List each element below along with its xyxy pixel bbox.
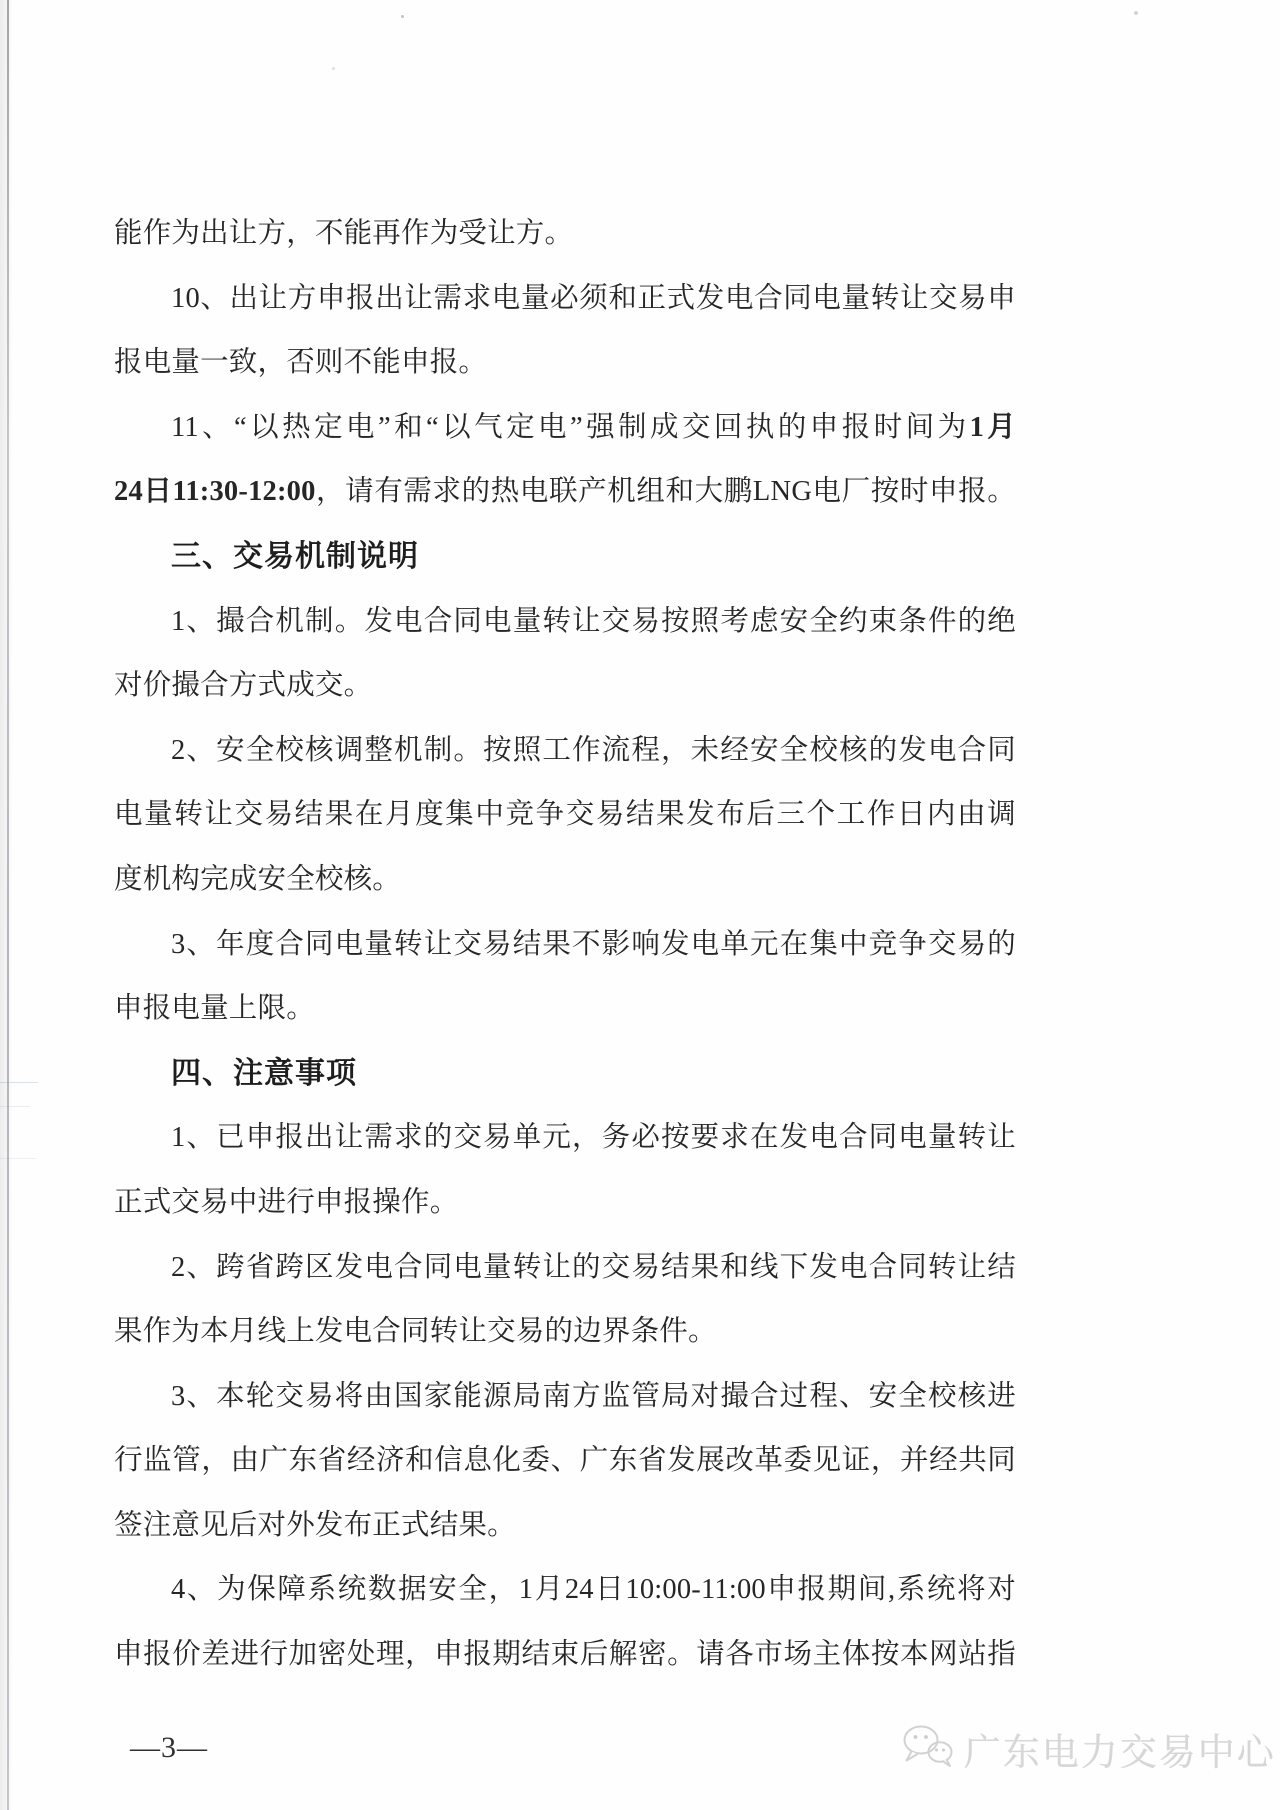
text-line: 申报价差进行加密处理，申报期结束后解密。请各市场主体按本网站指 — [114, 1639, 1016, 1671]
text-line: 对价撮合方式成交。 — [114, 670, 373, 702]
wechat-icon — [900, 1723, 956, 1776]
page-number: —3— — [130, 1731, 208, 1764]
text-line: 1、撮合机制。发电合同电量转让交易按照考虑安全约束条件的绝 — [171, 605, 1016, 637]
text-line: 3、本轮交易将由国家能源局南方监管局对撮合过程、安全校核进 — [171, 1380, 1016, 1412]
section-heading: 三、交易机制说明 — [171, 539, 419, 573]
text-line: 行监管，由广东省经济和信息化委、广东省发展改革委见证，并经共同 — [114, 1445, 1016, 1477]
text-line: 24日11:30-12:00，请有需求的热电联产机组和大鹏LNG电厂按时申报。 — [114, 476, 1016, 508]
text-line: 报电量一致，否则不能申报。 — [114, 347, 488, 379]
scan-artifact-line — [0, 1158, 36, 1159]
text-line: 2、跨省跨区发电合同电量转让的交易结果和线下发电合同转让结 — [171, 1251, 1016, 1283]
text-line: 正式交易中进行申报操作。 — [114, 1186, 459, 1218]
text-line: 2、安全校核调整机制。按照工作流程，未经安全校核的发电合同 — [171, 734, 1016, 766]
text-line: 4、为保障系统数据安全，1月24日10:00-11:00申报期间,系统将对 — [171, 1574, 1016, 1606]
scan-artifact-line — [0, 1106, 30, 1107]
section-heading: 四、注意事项 — [171, 1056, 357, 1090]
text-line: 10、出让方申报出让需求电量必须和正式发电合同电量转让交易申 — [171, 282, 1016, 314]
scan-speck — [332, 67, 335, 70]
scan-edge-line — [7, 0, 9, 1810]
text-line: 能作为出让方，不能再作为受让方。 — [114, 218, 574, 249]
scan-artifact-line — [0, 1082, 38, 1083]
text-line: 3、年度合同电量转让交易结果不影响发电单元在集中竞争交易的 — [171, 928, 1016, 960]
text-line: 签注意见后对外发布正式结果。 — [114, 1509, 516, 1541]
text-line: 电量转让交易结果在月度集中竞争交易结果发布后三个工作日内由调 — [114, 799, 1016, 831]
text-line: 1、已申报出让需求的交易单元，务必按要求在发电合同电量转让 — [171, 1122, 1016, 1154]
text-line: 11、“以热定电”和“以气定电”强制成交回执的申报时间为1月 — [171, 411, 1016, 443]
watermark — [900, 1722, 1276, 1776]
text-line: 度机构完成安全校核。 — [114, 863, 402, 895]
scan-speck — [401, 15, 404, 18]
text-line: 果作为本月线上发电合同转让交易的边界条件。 — [114, 1316, 717, 1348]
document-text-block — [114, 202, 1016, 1688]
watermark-text: 广东电力交易中心 — [964, 1732, 1276, 1773]
scan-speck — [1134, 11, 1138, 15]
text-line: 申报电量上限。 — [114, 993, 315, 1025]
